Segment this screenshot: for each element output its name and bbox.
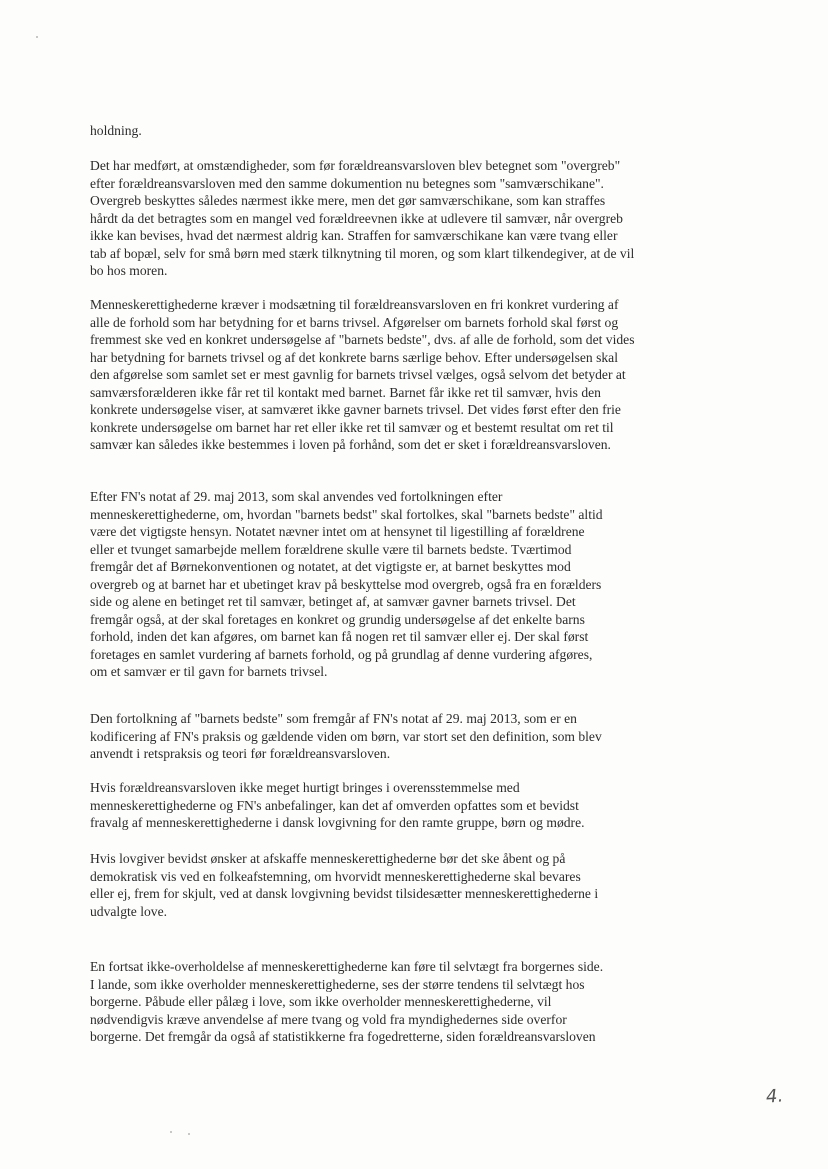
paragraph-8	[90, 958, 730, 1046]
text-line: fremgår også, at der skal foretages en konkret og grundig undersøgelse af det enkelte barns	[90, 611, 585, 627]
text-line: Hvis forældreansvarsloven ikke meget hurtigt bringes i overensstemmelse med	[90, 780, 520, 795]
text-line: side og alene en betinget ret til samvær, betinget af, at samvær gavner barnets trivsel. Det	[90, 594, 576, 609]
text-line: holdning.	[90, 123, 142, 138]
text-line: borgerne. Påbude eller pålæg i love, som ikke overholder menneskerettighederne, vil	[90, 994, 552, 1009]
paragraph-2	[90, 157, 730, 280]
text-line: eller ej, frem for skjult, ved at dansk lovgivning bevidst tilsidesætter menneskerettighederne i	[90, 886, 599, 901]
text-line: foretages en samlet vurdering af barnets forhold, og på grundlag af denne vurdering afgøres,	[90, 646, 593, 662]
text-line: anvendt i retspraksis og teori før forældreansvarsloven.	[90, 746, 391, 761]
text-line: udvalgte love.	[90, 903, 168, 919]
text-line: overgreb og at barnet har et ubetinget krav på beskyttelse mod overgreb, også fra en forælders	[90, 576, 602, 592]
text-line: eller et tvunget samarbejde mellem forældrene skulle være til barnets bedste. Tværtimod	[90, 541, 572, 557]
text-line: Den fortolkning af "barnets bedste" som fremgår af FN's notat af 29. maj 2013, som er en	[90, 711, 577, 726]
paragraph-6	[90, 779, 730, 832]
text-line: Menneskerettighederne kræver i modsætning til forældreansvarsloven en fri konkret vurdering af	[90, 297, 619, 312]
text-line: Efter FN's notat af 29. maj 2013, som skal anvendes ved fortolkningen efter	[90, 489, 503, 504]
paragraph-4	[90, 488, 730, 681]
text-line: En fortsat ikke-overholdelse af menneskerettighederne kan føre til selvtægt fra borgernes side.	[90, 959, 604, 974]
paragraph-3	[90, 296, 730, 454]
scan-speck	[36, 36, 38, 38]
text-line: alle de forhold som har betydning for et barns trivsel. Afgørelser om barnets forhold skal først og	[90, 314, 619, 330]
text-line: fravalg af menneskerettighederne i dansk lovgivning for den ramte gruppe, børn og mødre.	[90, 815, 585, 830]
text-line: fremmest ske ved en konkret undersøgelse af "barnets bedste", dvs. af alle de forhold, som det vides	[90, 332, 635, 347]
text-line: samvær kan således ikke bestemmes i loven på forhånd, som det er sket i forældreansvarsloven.	[90, 437, 611, 452]
text-line: bo hos moren.	[90, 263, 168, 278]
text-line: Det har medført, at omstændigheder, som før forældreansvarsloven blev betegnet som "overgreb"	[90, 158, 621, 173]
text-line: være det vigtigste hensyn. Notatet nævner intet om at hensynet til ligestilling af forældrene	[90, 524, 585, 539]
text-line: Hvis lovgiver bevidst ønsker at afskaffe menneskerettighederne bør det ske åbent og på	[90, 851, 566, 866]
paragraph-7	[90, 850, 730, 920]
paragraph-5	[90, 710, 730, 763]
text-line: borgerne. Det fremgår da også af statistikkerne fra fogedretterne, siden forældreansvarsloven	[90, 1029, 596, 1044]
text-line: menneskerettighederne, om, hvordan "barnets bedst" skal fortolkes, skal "barnets bedste" altid	[90, 506, 603, 522]
text-line: ikke kan bevises, hvad det nærmest aldrig kan. Straffen for samværschikane kan være tvang eller	[90, 228, 618, 243]
text-line: Overgreb beskyttes således nærmest ikke mere, men det gør samværschikane, som kan straffes	[90, 193, 606, 208]
text-line: om et samvær er til gavn for barnets trivsel.	[90, 664, 328, 679]
text-line: hårdt da det betragtes som en mangel ved forældreevnen ikke at udlevere til samvær, når overgreb	[90, 210, 623, 226]
text-line: samværsforælderen ikke får ret til kontakt med barnet. Barnet får ikke ret til samvær, hvis den	[90, 384, 601, 400]
scan-speck	[188, 1133, 190, 1135]
page-number: 4.	[765, 1085, 784, 1108]
text-line: konkrete undersøgelse viser, at samværet ikke gavner barnets trivsel. Det vides først efter den frie	[90, 402, 621, 417]
text-line: menneskerettighederne og FN's anbefalinger, kan det af omverden opfattes som et bevidst	[90, 797, 579, 813]
text-line: kodificering af FN's praksis og gældende viden om børn, var stort set den definition, som blev	[90, 728, 602, 744]
text-line: den afgørelse som samlet set er mest gavnlig for barnets trivsel vælges, også selvom det betyder at	[90, 367, 626, 382]
text-line: har betydning for barnets trivsel og af det konkrete barns særlige behov. Efter undersøgelsen skal	[90, 349, 618, 365]
text-line: tab af bopæl, selv for små børn med stærk tilknytning til moren, og som klart tilkendegiver, at de vil	[90, 245, 635, 261]
text-line: forhold, inden det kan afgøres, om barnet kan få nogen ret til samvær eller ej. Der skal først	[90, 629, 589, 644]
text-line: fremgår det af Børnekonventionen og notatet, at det vigtigste er, at barnet beskyttes mod	[90, 559, 571, 574]
text-line: konkrete undersøgelse om barnet har ret eller ikke ret til samvær og et bestemt resultat om ret til	[90, 419, 614, 435]
paragraph-1	[90, 122, 730, 140]
scan-speck	[170, 1131, 172, 1133]
text-line: I lande, som ikke overholder menneskerettighederne, ses der større tendens til selvtægt hos	[90, 976, 585, 992]
text-line: demokratisk vis ved en folkeafstemning, om hvorvidt menneskerettighederne skal bevares	[90, 868, 581, 884]
text-line: nødvendigvis kræve anvendelse af mere tvang og vold fra myndighedernes side overfor	[90, 1011, 567, 1027]
text-line: efter forældreansvarsloven med den samme dokumention nu betegnes som "samværschikane".	[90, 175, 604, 191]
